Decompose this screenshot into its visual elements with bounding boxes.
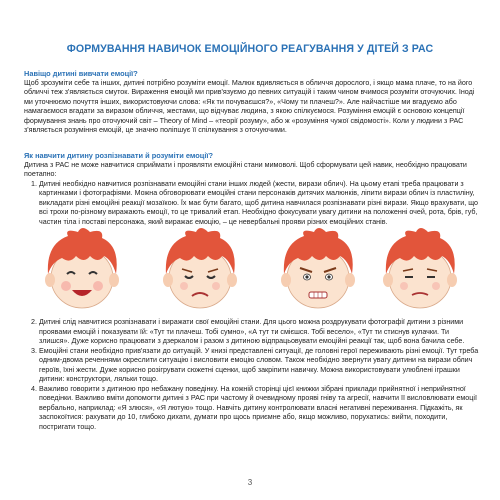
happy-face-icon bbox=[34, 222, 130, 314]
section-steps-continued bbox=[24, 318, 480, 433]
step-item-4: 4. Важливо говорити з дитиною про небажану поведінку. На кожній сторінці цієї книжки зібрані приклади прийнятної і неприйнятної поведінки. Важливо вміти допомогти дитині з РАС при частому й очевидному прояві гніву та агресії, навчити її висловлювати емоції вербально, наприклад: «Я злюся», «Я лютую» тощо. Навчіть дитину контролювати власні негативні переживання. Підкажіть, як заспокоїтися: рахувати до 10, глибоко дихати, думати про щось приємне або, якщо можливо, порухатись: вийти, походити, постригати тощо. bbox=[39, 385, 480, 433]
section-heading-how: Як навчити дитину розпізнавати й розуміти емоції? bbox=[24, 151, 213, 160]
steps-list-b bbox=[24, 318, 480, 433]
upset-face-icon bbox=[372, 222, 468, 314]
angry-face-icon bbox=[270, 222, 366, 314]
page-title: ФОРМУВАННЯ НАВИЧОК ЕМОЦІЙНОГО РЕАГУВАННЯ У ДІТЕЙ З РАС bbox=[66, 43, 434, 55]
section-why bbox=[24, 69, 480, 136]
step-item-1: 1. Дитині необхідно навчитися розпізнавати емоційні стани інших людей (жести, вирази облич). На цьому етапі треба працювати з картинками і фотографіями. Можна обговорювати емоційні стани персонажів дитячих малюнків, ліпити вирази облич із пластиліну, викладати різні емоційні реакції мозаїкою. Їх має бути багато, щоб дитина навчилася розпізнавати різні вирази. Якщо врахувати, що всі трохи по-різному виражають емоції, то це тривалий етап. Необхідно фокусувати увагу дитини на положенні очей, рота, брів, губ, частин тіла і поставі персонажа, який виражає емоцію, – це невербальні прояви різних емоційних станів. bbox=[39, 180, 480, 228]
section-heading-why: Навіщо дитині вивчати емоції? bbox=[24, 69, 138, 78]
sad-face-icon bbox=[152, 222, 248, 314]
step-item-3: 3. Емоційні стани необхідно прив'язати до ситуацій. У книзі представлені ситуації, де головні герої переживають різні емоції. Тут треба одним-двома реченнями окреслити ситуацію і висловити емоцію словом. Також необхідно звернути увагу дитини на вирази облич героїв, їхні жести. Дуже корисно розігрувати сюжетні сценки, щоб закріпити навичку. Можна використовувати улюблені іграшки дитини: конструктори, ляльки тощо. bbox=[39, 347, 480, 385]
section-how bbox=[24, 151, 480, 227]
step-item-2: 2. Дитині слід навчитися розпізнавати і виражати свої емоційні стани. Для цього можна роздрукувати фотографії дитини з різними проявами емоцій і показувати їй: «Тут ти плачеш. Тобі сумно», «А тут ти смієшся. Тобі весело», «Тут ти стиснув кулачки. Ти злишся». Дуже корисно працювати з дзеркалом і разом з дитиною відпрацьовувати емоційні реакції так, щоб вона бачила себе. bbox=[39, 318, 480, 347]
page-number: 3 bbox=[247, 478, 253, 487]
section-intro-how: Дитина з РАС не може навчитися сприймати і проявляти емоційні стани мимоволі. Щоб сформувати цей навик, необхідно працювати поетапно: bbox=[24, 160, 467, 179]
faces-illustration bbox=[20, 222, 480, 314]
section-text-why: Щоб зрозуміти себе та інших, дитині потрібно розуміти емоції. Малюк вдивляється в обличчя дорослого, і якщо мама плаче, то на його обличчі теж з'являється смуток. Вираження емоцій ми прив'язуємо до певних ситуацій і таким чином вчимося розуміти оточуючих. Іноді ми уточнюємо почуття інших, використовуючи слова: «Як ти почуваєшся?», «Чому ти плачеш?». Але найчастіше ми вгадуємо або намагаємося вгадати за виразом обличчя, жестами, що відчуває людина, з якою спілкуємося. Розуміння емоцій є основою концепції формування знань про оточуючий світ – Theory of Mind – «теорії розуму», або ж «розуміння чужої свідомості». Коли у людини з РАС з'являється розуміння емоцій, це значно поліпшує її спілкування з оточуючими. bbox=[24, 78, 475, 135]
steps-list-a bbox=[24, 180, 480, 228]
